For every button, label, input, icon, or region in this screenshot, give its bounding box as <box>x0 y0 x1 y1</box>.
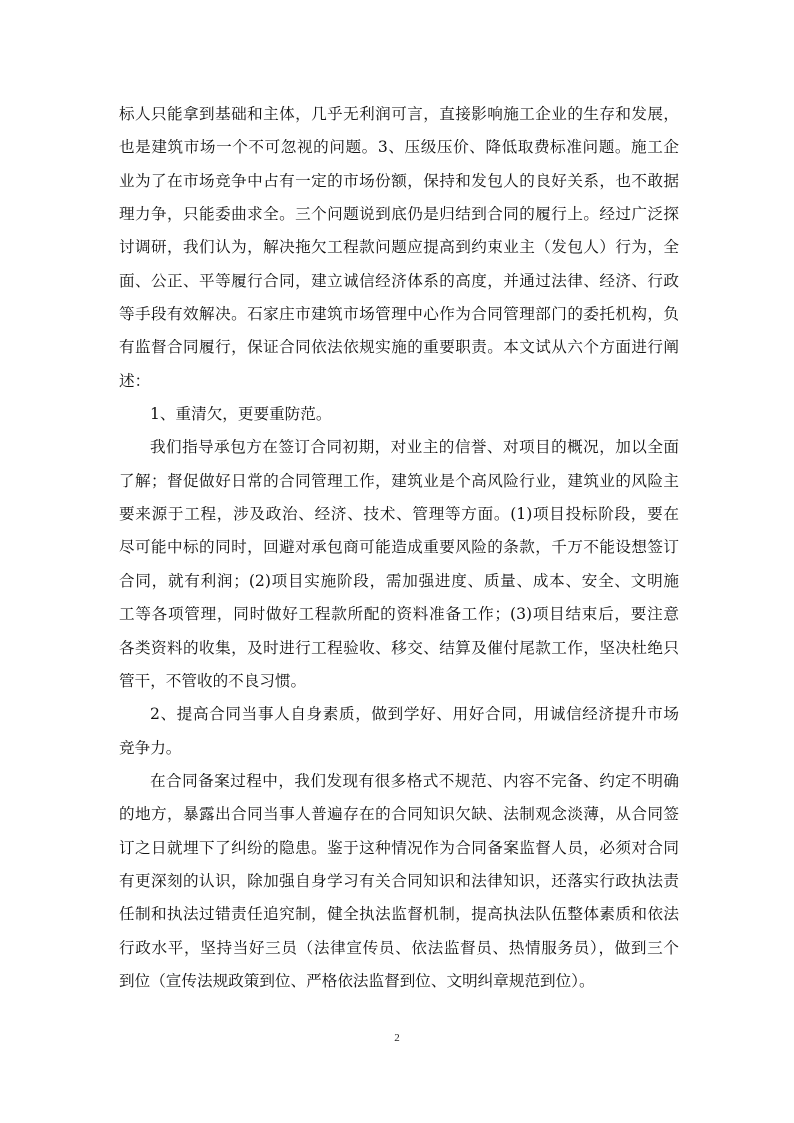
text-line: 等手段有效解决。石家庄市建筑市场管理中心作为合同管理部门的委托机构，负 <box>119 305 679 324</box>
text-line: 到位（宣传法规政策到位、严格依法监督到位、文明纠章规范到位）。 <box>119 971 595 990</box>
text-line: 业为了在市场竞争中占有一定的市场份额，保持和发包人的良好关系，也不敢据 <box>119 171 679 190</box>
text-line: 面、公正、平等履行合同，建立诚信经济体系的高度，并通过法律、经济、行政 <box>119 271 679 290</box>
text-line: 讨调研，我们认为，解决拖欠工程款问题应提高到约束业主（发包人）行为，全 <box>119 238 679 257</box>
text-line: 述： <box>119 371 151 390</box>
text-line: 任制和执法过错责任追究制，健全执法监督机制，提高执法队伍整体素质和依法 <box>119 905 679 924</box>
text-line: 标人只能拿到基础和主体，几乎无利润可言，直接影响施工企业的生存和发展， <box>119 105 679 123</box>
text-line: 工等各项管理，同时做好工程款所配的资料准备工作；(3)项目结束后，要注意 <box>119 605 679 624</box>
body-text <box>119 98 679 998</box>
section-heading: 1、重清欠，更要重防范。 <box>150 405 332 424</box>
text-line: 了解；督促做好日常的合同管理工作，建筑业是个高风险行业，建筑业的风险主 <box>119 471 679 490</box>
page-number: 2 <box>394 1032 400 1044</box>
text-line: 理力争，只能委曲求全。三个问题说到底仍是归结到合同的履行上。经过广泛探 <box>119 205 679 224</box>
section-heading: 2、提高合同当事人自身素质，做到学好、用好合同，用诚信经济提升市场 <box>150 705 679 724</box>
text-line: 合同，就有利润；(2)项目实施阶段，需加强进度、质量、成本、安全、文明施 <box>119 571 679 590</box>
text-line: 在合同备案过程中，我们发现有很多格式不规范、内容不完备、约定不明确 <box>150 771 679 790</box>
text-line: 各类资料的收集，及时进行工程验收、移交、结算及催付尾款工作，坚决杜绝只 <box>119 638 679 657</box>
text-line: 我们指导承包方在签订合同初期，对业主的信誉、对项目的概况，加以全面 <box>150 438 679 457</box>
text-line: 有更深刻的认识，除加强自身学习有关合同知识和法律知识，还落实行政执法责 <box>119 871 679 890</box>
section-heading: 竞争力。 <box>119 738 182 757</box>
text-line: 有监督合同履行，保证合同依法依规实施的重要职责。本文试从六个方面进行阐 <box>119 338 679 357</box>
text-line: 尽可能中标的同时，回避对承包商可能造成重要风险的条款，千万不能设想签订 <box>119 538 679 557</box>
text-line: 也是建筑市场一个不可忽视的问题。3、压级压价、降低取费标准问题。施工企 <box>119 138 679 157</box>
text-line: 的地方，暴露出合同当事人普遍存在的合同知识欠缺、法制观念淡薄，从合同签 <box>119 805 679 824</box>
text-line: 管干，不管收的不良习惯。 <box>119 671 307 690</box>
text-line: 订之日就埋下了纠纷的隐患。鉴于这种情况作为合同备案监督人员，必须对合同 <box>119 838 679 857</box>
text-line: 行政水平，坚持当好三员（法律宣传员、依法监督员、热情服务员），做到三个 <box>119 938 679 957</box>
text-line: 要来源于工程，涉及政治、经济、技术、管理等方面。(1)项目投标阶段，要在 <box>119 505 679 524</box>
